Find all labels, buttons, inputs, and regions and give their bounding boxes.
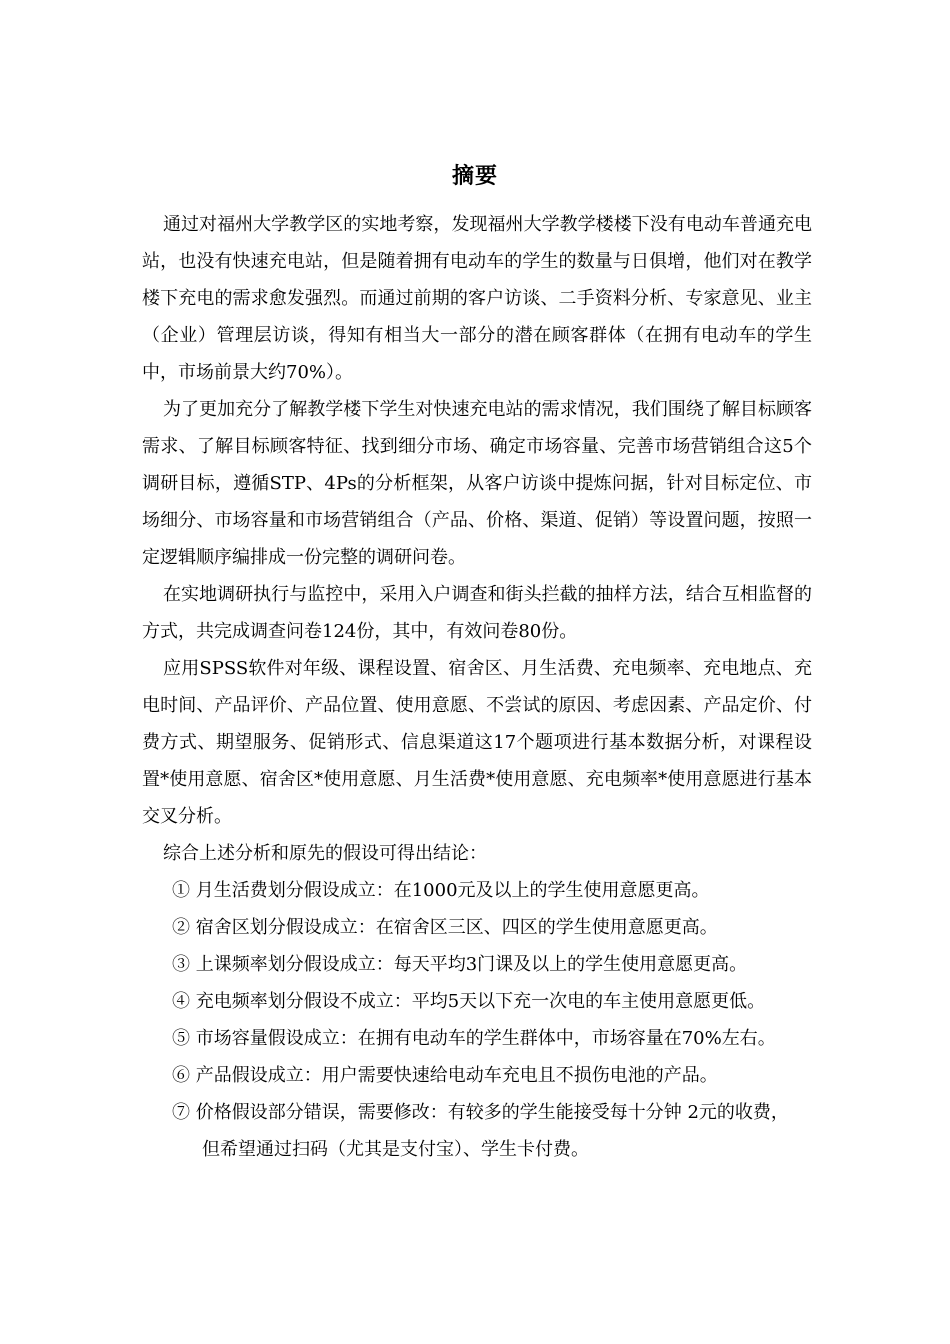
conclusion-item: ③ 上课频率划分假设成立：每天平均3门课及以上的学生使用意愿更高。 — [172, 954, 748, 975]
paragraph-analysis: 应用SPSS软件对年级、课程设置、宿舍区、月生活费、充电频率、充电地点、充电时间、产品评价、产品位置、使用意愿、不尝试的原因、考虑因素、产品定价、付费方式、期望服务、促销形式、信息渠道这17个题项进行基本数据分析，对课程设置*使用意愿、宿舍区*使用意愿、月生活费*使用意愿、充电频率*使用意愿进行基本交叉分析。 — [142, 658, 812, 827]
conclusion-item: ① 月生活费划分假设成立：在1000元及以上的学生使用意愿更高。 — [172, 880, 710, 901]
abstract-body — [142, 206, 812, 1168]
conclusion-item: ② 宿舍区划分假设成立：在宿舍区三区、四区的学生使用意愿更高。 — [172, 917, 718, 938]
paragraph-intro: 通过对福州大学教学区的实地考察，发现福州大学教学楼楼下没有电动车普通充电站，也没有快速充电站，但是随着拥有电动车的学生的数量与日俱增，他们对在教学楼下充电的需求愈发强烈。而通过前期的客户访谈、二手资料分析、专家意见、业主（企业）管理层访谈，得知有相当大一部分的潜在顾客群体（在拥有电动车的学生中，市场前景大约70%）。 — [142, 214, 812, 383]
conclusion-item: ⑤ 市场容量假设成立：在拥有电动车的学生群体中，市场容量在70%左右。 — [172, 1028, 776, 1049]
conclusion-continuation: 但希望通过扫码（尤其是支付宝）、学生卡付费。 — [202, 1139, 589, 1160]
paragraph-fieldwork: 在实地调研执行与监控中，采用入户调查和街头拦截的抽样方法，结合互相监督的方式，共完成调查问卷124份，其中，有效问卷80份。 — [142, 584, 812, 642]
page-title: 摘要 — [451, 163, 498, 189]
conclusion-item: ⑦ 价格假设部分错误，需要修改：有较多的学生能接受每十分钟 2元的收费， — [172, 1102, 789, 1123]
paragraph-research-design: 为了更加充分了解教学楼下学生对快速充电站的需求情况，我们围绕了解目标顾客需求、了解目标顾客特征、找到细分市场、确定市场容量、完善市场营销组合这5个调研目标，遵循STP、4Ps的分析框架，从客户访谈中提炼问据，针对目标定位、市场细分、市场容量和市场营销组合（产品、价格、渠道、促销）等设置问题，按照一定逻辑顺序编排成一份完整的调研问卷。 — [142, 399, 812, 568]
paragraph-conclusion-lead: 综合上述分析和原先的假设可得出结论： — [163, 843, 487, 864]
conclusion-item: ④ 充电频率划分假设不成立：平均5天以下充一次电的车主使用意愿更低。 — [172, 991, 766, 1012]
conclusion-item: ⑥ 产品假设成立：用户需要快速给电动车充电且不损伤电池的产品。 — [172, 1065, 718, 1086]
